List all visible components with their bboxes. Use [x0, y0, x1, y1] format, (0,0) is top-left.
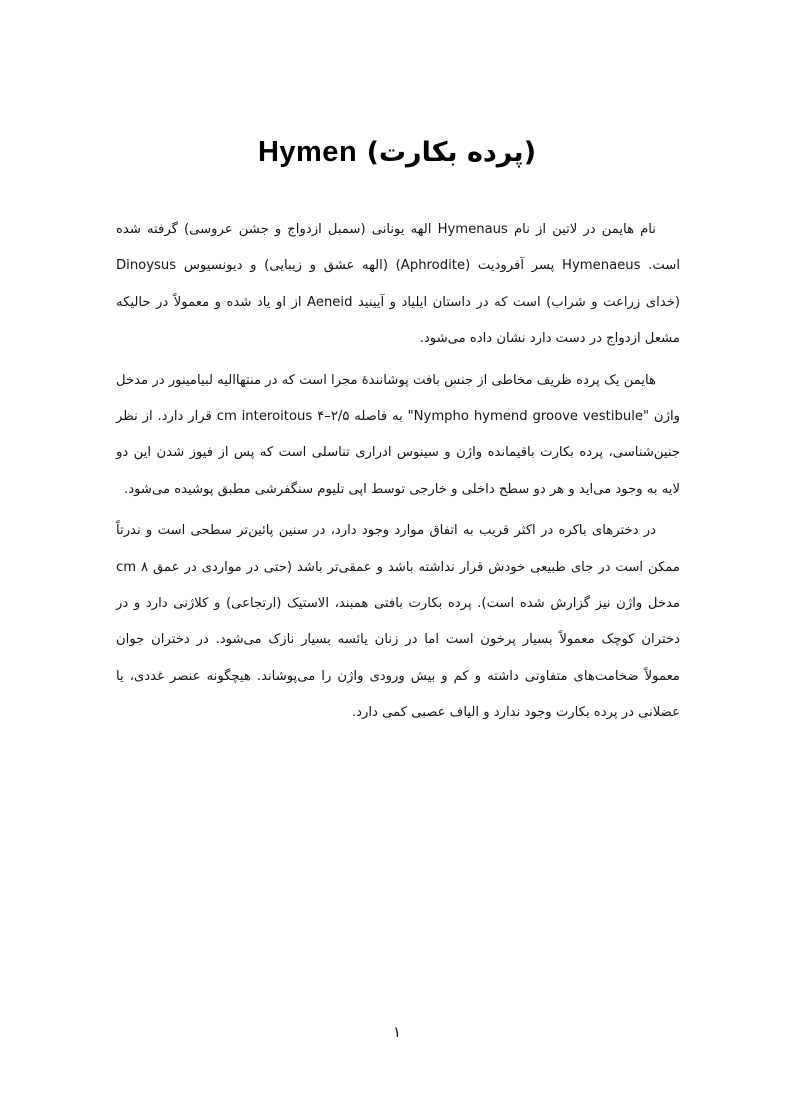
- body-text: [116, 212, 680, 737]
- title-latin: Hymen: [257, 136, 358, 168]
- paragraph-etymology: نام هایمن در لاتین از نام Hymenaus الهه یونانی (سمبل ازدواج و جشن عروسی) گرفته شده است. Hymenaeus پسر آفرودیت (Aphrodite) (الهه عشق و زیبایی) و دیونسیوس Dinoysus (خدای زراعت و شراب) است که در داستان ایلیاد و آیینید Aeneid از او یاد شده و معمولاً در حالیکه مشعل ازدواج در دست دارد نشان داده می‌شود.: [116, 222, 681, 347]
- paragraph-characteristics: در دخترهای باکره در اکثر قریب به اتفاق موارد وجود دارد، در سنین پائین‌تر سطحی است و ندرتاً ممکن است در جای طبیعی خودش قرار نداشته باشد و عمقی‌تر باشد (حتی در مواردی در عمق ۸ cm مدخل واژن نیز گزارش شده است). پرده بکارت بافتی همبند، الاستیک (ارتجاعی) و کلاژنی دارد و در دختران کوچک معمولاً بسیار پرخون است اما در زنان یائسه بسیار نازک می‌شود. در دختران جوان معمولاً ضخامت‌های متفاوتی داشته و کم و بیش ورودی واژن را می‌پوشاند. هیچگونه عنصر غددی، یا عضلانی در پرده بکارت وجود ندارد و الیاف عصبی کمی دارد.: [116, 523, 680, 721]
- page-number: ۱: [392, 1023, 402, 1041]
- paragraph-anatomy: هایمن یک پرده ظریف مخاطی از جنس بافت پوشانندۀ مجرا است که در منتهاالیه لبیامینور در مدخل واژن "Nympho hymend groove vestibule" به فاصله ۲/۵–۴ cm interoitous قرار دارد. از نظر جنین‌شناسی، پرده بکارت باقیمانده واژن و سینوس ادراری تناسلی است که پس از فیوز شدن این دو لایه به وجود می‌اید و هر دو سطح داخلی و خارجی توسط اپی تلیوم سنگفرشی مطبق پوشیده می‌شود.: [116, 372, 680, 497]
- title-persian: (پرده بکارت): [366, 137, 537, 168]
- page-title: [0, 136, 794, 169]
